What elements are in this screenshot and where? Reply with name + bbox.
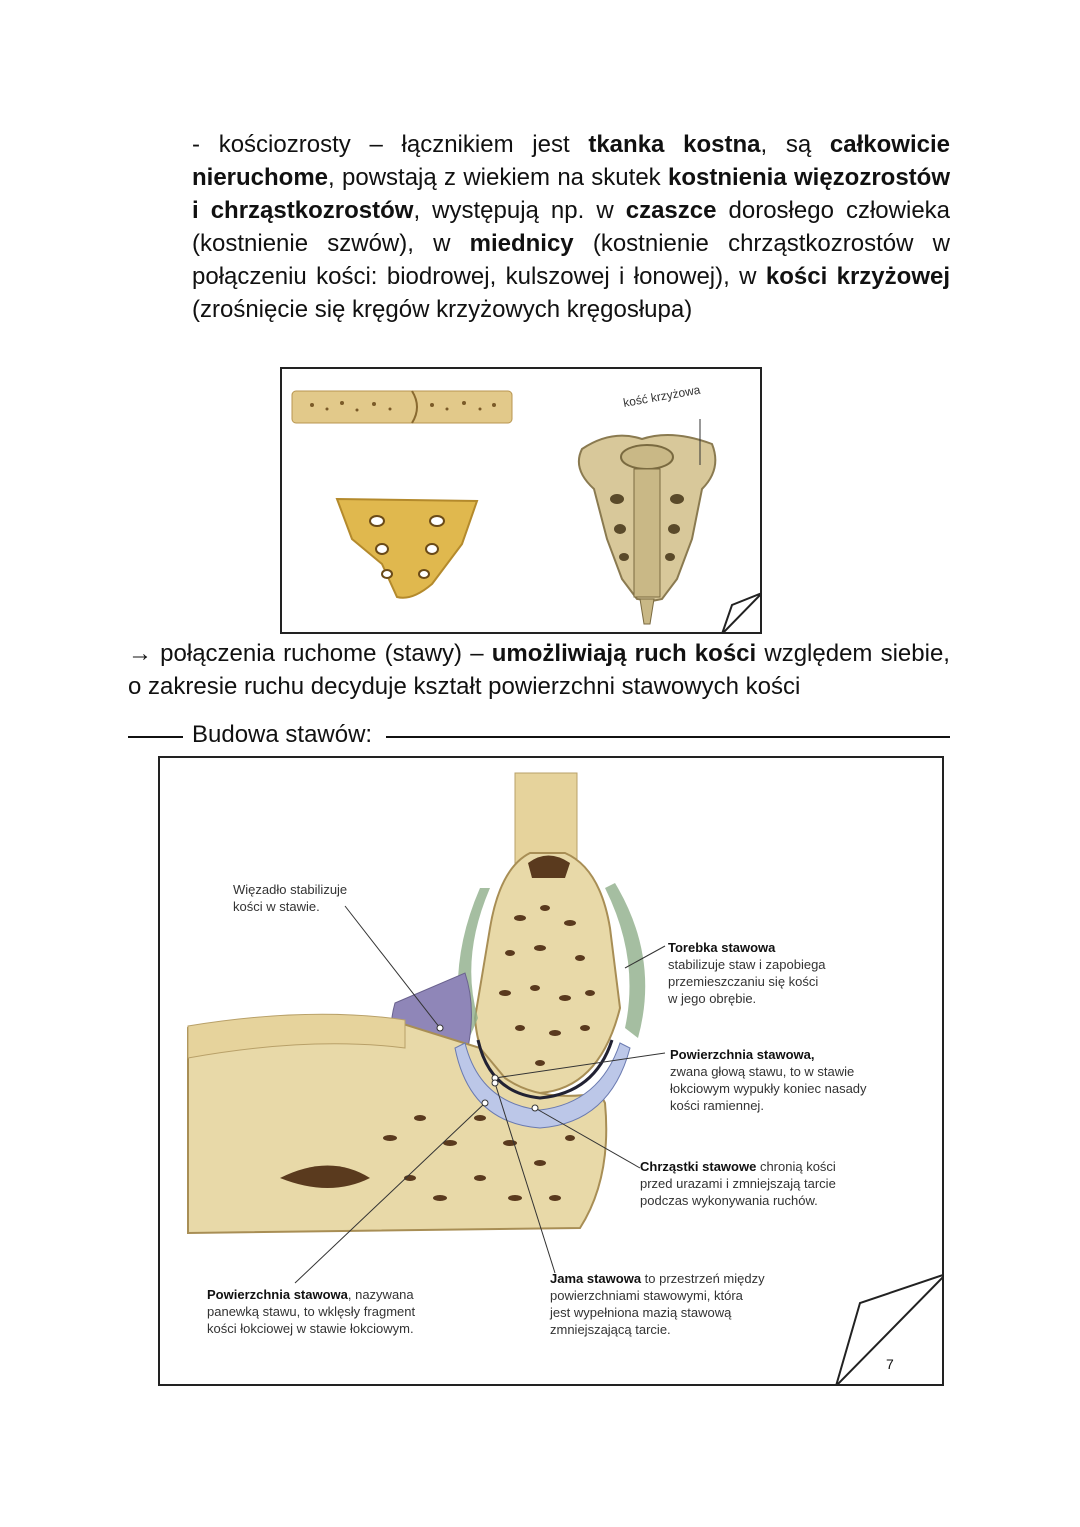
page-curl-icon	[722, 591, 762, 634]
humerus	[475, 773, 620, 1093]
label-capsule: Torebka stawowa stabilizuje staw i zapobiega przemieszczaniu się kości w jego obrębie.	[668, 940, 826, 1006]
label-cartilage: Chrząstki stawowe chronią kości przed urazami i zmniejszają tarcie podczas wykonywania ruchów.	[640, 1159, 836, 1208]
heading-rule-right	[386, 736, 950, 738]
label-ligament: Więzadło stabilizuje kości w stawie.	[233, 882, 348, 914]
term-ossification: kostnienia więzozrostów i chrząstkozrostów	[192, 164, 950, 224]
section-heading	[128, 718, 950, 752]
figure-synostosis	[280, 367, 762, 634]
term-bone-tissue: tkanka kostna	[588, 131, 761, 158]
label-joint-cavity: Jama stawowa to przestrzeń między powierzchniami stawowymi, która jest wypełniona mazią stawową zmniejszającą tarcie.	[550, 1271, 765, 1337]
sacrum-large	[579, 419, 715, 624]
label-surface-socket: Powierzchnia stawowa, nazywana panewką stawu, to wklęsły fragment kości łokciowej w stawie łokciowym.	[207, 1287, 416, 1336]
paragraph-movable-joints: → połączenia ruchome (stawy) – umożliwiają ruch kości względem siebie, o zakresie ruchu decyduje kształt powierzchni stawowych kości	[128, 640, 950, 700]
term-pelvis: miednicy	[469, 230, 574, 257]
label-surface-head: Powierzchnia stawowa, zwana głową stawu, to w stawie łokciowym wypukły koniec nasady kości ramiennej.	[670, 1047, 867, 1113]
sacrum-small	[337, 499, 477, 598]
figure-joint-structure	[158, 756, 944, 1386]
term-skull: czaszce	[625, 197, 717, 224]
heading-rule-left	[128, 736, 183, 738]
term-bone-movement: umożliwiają ruch kości	[491, 640, 757, 667]
page-number: 7	[886, 1356, 894, 1372]
arrow-icon: →	[128, 640, 152, 667]
paragraph-fused-joints: - kościozrosty – łącznikiem jest tkanka kostna, są całkowicie nieruchome, powstają z wiekiem na skutek kostnienia więzozrostów i chrząstkozrostów, występują np. w czaszce dorosłego człowieka (kostnienie szwów), w miednicy (kostnienie chrząstkozrostów w połączeniu kości: biodrowej, kulszowej i łonowej), w kości krzyżowej (zrośnięcie się kręgów krzyżowych kręgosłupa)	[192, 131, 951, 323]
term-immovable: całkowicie nieruchome	[192, 131, 950, 191]
section-title: Budowa stawów:	[192, 721, 373, 748]
synostosis-illustration	[282, 369, 762, 634]
fused-bone-strip	[292, 391, 512, 423]
label-sacrum: kość krzyżowa	[622, 382, 702, 410]
term-sacrum: kości krzyżowej	[765, 263, 950, 290]
